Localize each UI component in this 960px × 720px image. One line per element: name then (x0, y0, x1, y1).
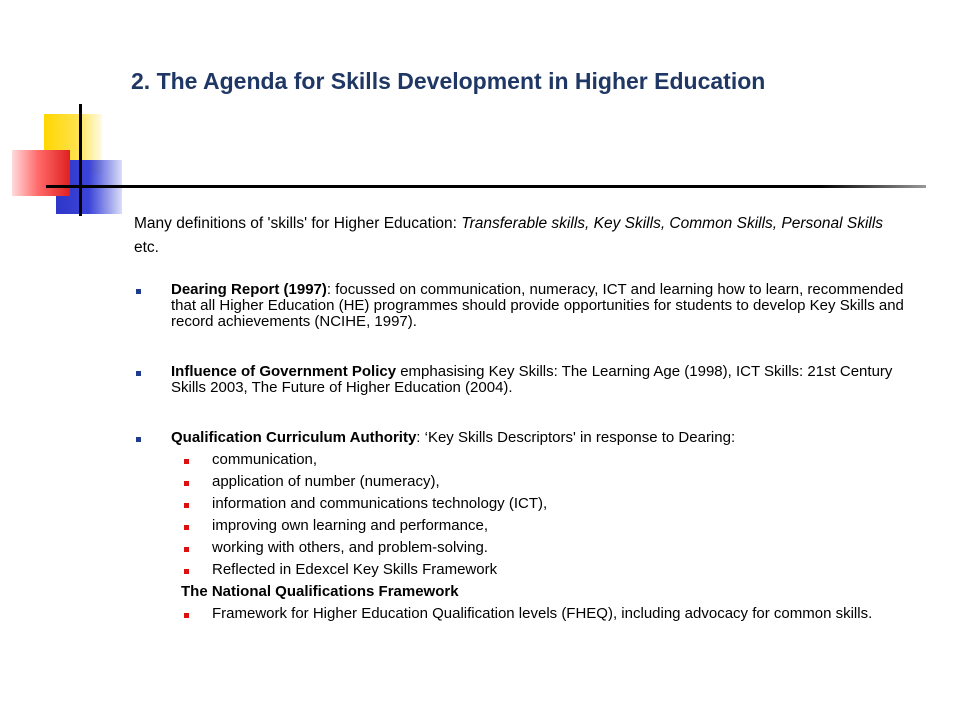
list-item-text: information and communications technology (ICT), (212, 495, 548, 512)
red-square-bullet-icon (184, 503, 189, 508)
red-square-bullet-icon (184, 525, 189, 530)
bullet-list (136, 282, 926, 628)
bullet-text: : focussed on communication, numeracy, ICT and learning how to learn, recommended that all Higher Education (HE) programmes should provide opportunities for students to develop Key Skills and record achievements (NCIHE, 1997). (171, 281, 904, 330)
intro-skills-list: Transferable skills, Key Skills, Common Skills, Personal Skills (461, 215, 884, 232)
list-item (184, 518, 926, 534)
list-item-text: application of number (numeracy), (212, 473, 440, 490)
red-square-bullet-icon (184, 459, 189, 464)
list-item (184, 540, 926, 556)
red-square-bullet-icon (184, 481, 189, 486)
square-bullet-icon (136, 437, 141, 442)
red-square-bullet-icon (184, 569, 189, 574)
bullet-text: : ‘Key Skills Descriptors' in response to Dearing: (416, 429, 736, 446)
list-item-text: communication, (212, 451, 318, 468)
red-square-bullet-icon (184, 613, 189, 618)
red-square-bullet-icon (184, 547, 189, 552)
qca-skill-list (184, 452, 926, 578)
list-item-text: working with others, and problem-solving. (212, 539, 488, 556)
list-item (184, 606, 926, 622)
list-item-text: improving own learning and performance, (212, 517, 488, 534)
nqf-heading: The National Qualifications Framework (181, 583, 459, 600)
bullet-text: emphasising Key Skills: The Learning Age (1998), ICT Skills: 21st Century Skills 2003, The Future of Higher Education (2004). (171, 363, 893, 396)
slide-title: 2. The Agenda for Skills Development in Higher Education (131, 68, 766, 94)
bullet-heading: Influence of Government Policy (171, 363, 397, 380)
nqf-list (184, 606, 926, 622)
intro-paragraph (134, 212, 894, 260)
bullet-heading: Dearing Report (1997) (171, 281, 327, 298)
list-item (184, 452, 926, 468)
list-item (184, 562, 926, 578)
intro-suffix: etc. (134, 239, 159, 256)
decorative-vertical-line (79, 104, 82, 216)
intro-text: Many definitions of 'skills' for Higher Education: (134, 215, 462, 232)
decorative-red-square (12, 150, 70, 196)
list-item-text: Framework for Higher Education Qualification levels (FHEQ), including advocacy for common skills. (212, 605, 873, 622)
bullet-heading: Qualification Curriculum Authority (171, 429, 417, 446)
title-underline (46, 185, 926, 188)
bullet-qca (136, 430, 926, 446)
list-item (184, 474, 926, 490)
bullet-dearing-report (136, 282, 926, 330)
square-bullet-icon (136, 289, 141, 294)
list-item-text: Reflected in Edexcel Key Skills Framework (212, 561, 498, 578)
list-item (184, 496, 926, 512)
square-bullet-icon (136, 371, 141, 376)
bullet-government-policy (136, 364, 926, 396)
